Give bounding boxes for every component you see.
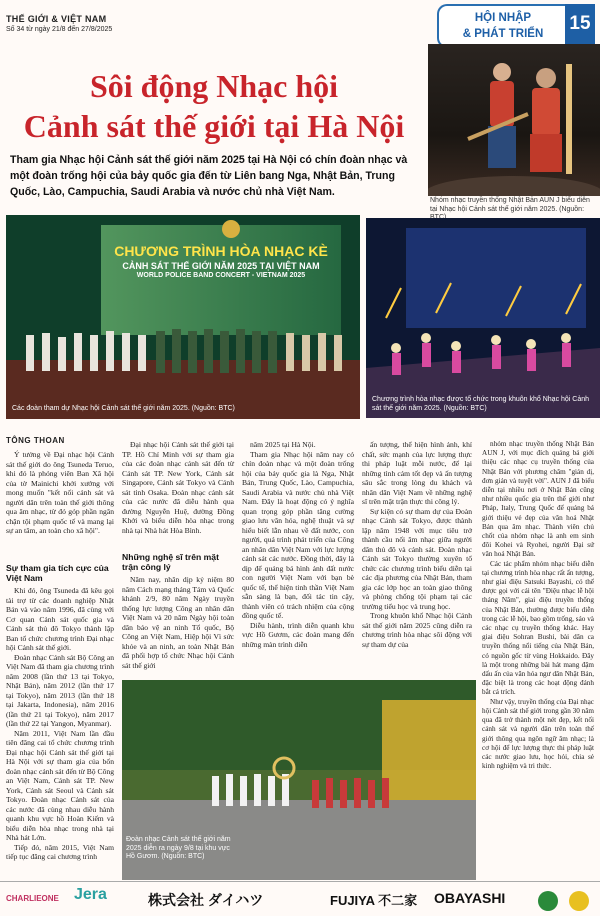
col1-paragraph-2: Khi đó, ông Tsuneda đã kêu gọi tài trợ từ các doanh nghiệp Nhật Bản và vào năm 1996, đã cùng với Cơ quan Cảnh sát quốc gia và Cảnh sát thủ đô Tokyo thành lập Ban tổ chức chương trình Đại nhạc hội Cảnh sát thế giới. [6, 586, 114, 652]
column-5 [482, 440, 594, 771]
headline-line-1: Sôi động Nhạc hội [89, 68, 339, 104]
sponsor-charlieone: CHARLIEONE [6, 894, 59, 903]
col5-paragraph-3: Như vậy, truyền thống của Đại nhạc hội Cảnh sát thế giới trong gần 30 năm qua đã trở thành một nét đẹp, kết nối cảnh sát và người dân trên toàn thế giới thông qua ngôn ngữ âm nhạc; là cơ hội để lực lượng thực thi pháp luật các nước giao lưu, học hỏi, chia sẻ kinh nghiệm và tri thức. [482, 697, 594, 771]
sponsor-jera: Jera [74, 886, 107, 903]
masthead [6, 14, 112, 33]
publication-name: THẾ GIỚI & VIỆT NAM [6, 14, 107, 24]
col2-paragraph-2: Năm nay, nhân dịp kỷ niệm 80 năm Cách mạng tháng Tám và Quốc khánh 2/9, 80 năm Ngày truyền thống lực lượng Công an nhân dân Việt Nam và 20 năm Ngày hội toàn dân bảo vệ an ninh Tổ quốc, Bộ Công an Việt Nam, Hiệp hội Vì sức khỏe và an ninh, an toàn Nhật Bản đã phối hợp tổ chức Nhạc hội Cảnh sát thế giới [122, 575, 234, 670]
section-line-1: HỘI NHẬP [474, 12, 532, 24]
issue-date: Số 34 từ ngày 21/8 đến 27/8/2025 [6, 26, 113, 33]
street-parade-photo [122, 680, 476, 880]
column-1 [6, 450, 114, 536]
col4-paragraph-3: Trong khuôn khổ Nhạc hội Cảnh sát thế giới năm 2025 cũng diễn ra chương trình hòa nhạc sôi động với sự tham dự của [362, 611, 472, 649]
col1-paragraph-1: Ý tưởng về Đại nhạc hội Cảnh sát thế giới do ông Tsuneda Teruo, khi đó là phóng viên Ban Xã hội của tờ Mainichi khởi xướng với mong muốn "kết nối cảnh sát và người dân trên toàn thế giới thông qua âm nhạc, từ đó góp phần ngăn chặn tội phạm quốc tế và mang lại sự an tâm, an toàn cho xã hội". [6, 450, 114, 535]
sponsor-obayashi: OBAYASHI [434, 890, 506, 906]
col4-paragraph-2: Sự kiện có sự tham dự của Đoàn nhạc Cảnh sát Tokyo, được thành lập năm 1948 với mục tiêu trở thành cầu nối âm nhạc giữa người dân thủ đô và cảnh sát. Đoàn nhạc Cảnh sát Tokyo thường xuyên tổ chức các chương trình biểu diễn tại các địa phương của Nhật Bản, tham gia các lớp học an toàn giao thông và phòng chống tội phạm tại các trường tiểu học và trung học. [362, 506, 472, 611]
column-1-continued [6, 586, 114, 862]
lede-paragraph: Tham gia Nhạc hội Cảnh sát thế giới năm 2025 tại Hà Nội có chín đoàn nhạc và một đoàn trống hội của bảy quốc gia đến từ Liên bang Nga, Nhật Bản, Trung Quốc, Lào, Campuchia, Saudi Arabia và nước chủ nhà Việt Nam. [10, 154, 408, 198]
concert-photo-caption: Chương trình hòa nhạc được tổ chức trong khuôn khổ Nhạc hội Cảnh sát thế giới năm 2025. (Nguồn: BTC) [372, 396, 590, 412]
col2-paragraph-1: Đại nhạc hội Cảnh sát thế giới tại TP. Hồ Chí Minh với sự tham gia của các đoàn nhạc cảnh sát đến từ Cảnh sát TP. New York, Cảnh sát Singapore, Cảnh sát Tokyo và Cảnh sát tỉnh Osaka. Đoàn nhạc cảnh sát của các nước đã diễu hành qua đường Nguyễn Huệ, đường Đồng Khởi và biểu diễn hòa nhạc trong nhà tại Nhà hát Hòa Bình. [122, 440, 234, 535]
sponsor-strip [0, 882, 600, 916]
col4-paragraph-1: ấn tượng, thể hiện hình ảnh, khí chất, sức mạnh của lực lượng thực thi pháp luật mỗi nước, để lại những tình cảm tốt đẹp và ấn tượng sâu sắc trong lòng du khách và nhân dân Việt Nam về những nghệ sĩ trên mặt trận thực thi công lý. [362, 440, 472, 506]
section-line-2: & PHÁT TRIỂN [462, 28, 544, 40]
sponsor-daihatsu: 株式会社 ダイハツ [148, 892, 264, 908]
performers-illustration [428, 44, 600, 196]
stage-banner-line-3: WORLD POLICE BAND CONCERT - VIETNAM 2025 [136, 272, 306, 279]
col3-paragraph-3: Diễu hành, trình diễn quanh khu vực Hồ Gươm, các đoàn mang đến những màn trình diễn [242, 620, 354, 649]
sponsor-fujiya: FUJIYA 不二家 [330, 893, 418, 908]
col5-paragraph-2: Các tác phẩm nhóm nhạc biểu diễn tại chương trình hòa nhạc rất ấn tượng, như giai điệu Satsuki Bayashi, có thể được gọi với cái tên "Điệu nhạc lễ hội tháng Năm", giai điệu truyền thống của Nhật Bản, thường được biểu diễn trong các lễ hội, bao gồm trống, sáo và các nhạc cụ truyền thống khác. Hay giai điệu Sohran Bushi, bài dân ca truyền thống nổi tiếng của Nhật Bản, có nguồn gốc từ vùng Hokkaido. Đây là một trong những bài hát mang đậm dấu ấn của văn hóa ngư dân Nhật Bản, đặc biệt là trong các hoạt động đánh bắt cá trích. [482, 559, 594, 697]
byline: TÔNG THOAN [6, 436, 65, 445]
concert-stage-photo [366, 218, 600, 418]
subhead-artists: Những nghệ sĩ trên mặt trận công lý [122, 552, 219, 572]
col1-paragraph-3: Đoàn nhạc Cảnh sát Bộ Công an Việt Nam đã tham gia chương trình năm 2008 (lần thứ 13 tại Tokyo, Nhật Bản), năm 2012 (lần thứ 17 tại Tokyo), năm 2013 (lần thứ 18 tại Jakarta, Indonesia), năm 2016 (lần thứ 21 tại Tokyo), năm 2017 (lần thứ 22 tại Yangon, Myanmar). [6, 652, 114, 728]
col5-paragraph-1: nhóm nhạc truyền thống Nhật Bản AUN J, với mục đích quảng bá giới thiệu các nhạc cụ truyền thống của Nhật Bản với phương châm "giản dị, đơn giản và tuyệt vời". AUN J đã biểu diễn tại nhiều nơi ở Nhật Bản cũng như nhiều quốc gia trên thế giới như Pháp, Italy, Trung Quốc để quảng bá giới thiệu vẻ đẹp của văn hoá Nhật Bản qua âm nhạc. Thành viên chủ chốt của nhóm nhạc là anh em sinh đôi Kohei và Ryohei, người Đại sứ văn hoá Nhật Bản. [482, 440, 594, 559]
page-headline [0, 66, 428, 146]
stage-group-photo [6, 215, 360, 419]
column-3 [242, 440, 354, 649]
column-2-continued [122, 575, 234, 670]
headline-line-2: Cảnh sát thế giới tại Hà Nội [23, 108, 405, 144]
stage-banner-line-2: CẢNH SÁT THẾ GIỚI NĂM 2025 TẠI VIỆT NAM [122, 261, 320, 271]
concert-illustration [366, 218, 600, 418]
stage-photo-caption: Các đoàn tham dự Nhạc hội Cảnh sát thế giới năm 2025. (Nguồn: BTC) [12, 405, 235, 412]
sponsor-logos-icon [535, 888, 595, 914]
top-right-photo-caption: Nhóm nhạc truyền thống Nhật Bản AUN J biểu diễn tại Nhạc hội Cảnh sát thế giới năm 2025. (Nguồn: [430, 197, 590, 213]
col1-paragraph-5: Tiếp đó, năm 2015, Việt Nam tiếp tục đăng cai chương trình [6, 842, 114, 861]
aunj-performers-photo [428, 44, 600, 196]
stage-banner [101, 229, 341, 279]
page-number: 15 [565, 4, 595, 44]
street-photo-caption: Đoàn nhạc Cảnh sát thế giới năm 2025 diễn ra ngày 9/8 tại khu vực Hồ Gươm. (Nguồn: BTC) [126, 836, 231, 860]
subhead-vietnam-participation: Sự tham gia tích cực của Việt Nam [6, 563, 109, 583]
col1-paragraph-4: Năm 2011, Việt Nam lần đầu tiên đăng cai tổ chức chương trình Đại nhạc hội Cảnh sát thế giới tại Hà Nội với sự tham gia của bốn đoàn nhạc cảnh sát đến từ Bộ Công an Việt Nam, Cảnh sát TP. New York, Cảnh sát Seoul và Cảnh sát Tokyo. Đoàn nhạc Cảnh sát của các nước đã cùng nhau diễu hành quanh khu vực hồ Hoàn Kiếm và biểu diễn hòa nhạc trong nhà tại Nhà hát Lớn. [6, 728, 114, 842]
column-4 [362, 440, 472, 649]
col3-paragraph-2: Tham gia Nhạc hội năm nay có chín đoàn nhạc và một đoàn trống hội của bảy quốc gia là Nga, Nhật Bản, Trung Quốc, Lào, Campuchia, Saudi Arabia và nước chủ nhà Việt Nam. Đây là hoạt động có ý nghĩa quan trọng góp phần tăng cường giao lưu văn hóa, nghệ thuật và sự hiểu biết lẫn nhau về đất nước, con người, quá trình phát triển của Công an nhân dân Việt Nam với lực lượng cảnh sát các nước. Đồng thời, đây là dịp để quảng bá hình ảnh đất nước con người Việt Nam với bạn bè quốc tế, thể hiện tinh thần Việt Nam sẵn sàng là bạn, đối tác tin cậy, thành viên có trách nhiệm của cộng đồng quốc tế. [242, 449, 354, 620]
col3-paragraph-1: năm 2025 tại Hà Nội. [250, 440, 316, 449]
stage-banner-line-1: CHƯƠNG TRÌNH HÒA NHẠC KÈ [114, 243, 328, 259]
section-label [437, 4, 567, 48]
column-2 [122, 440, 234, 535]
